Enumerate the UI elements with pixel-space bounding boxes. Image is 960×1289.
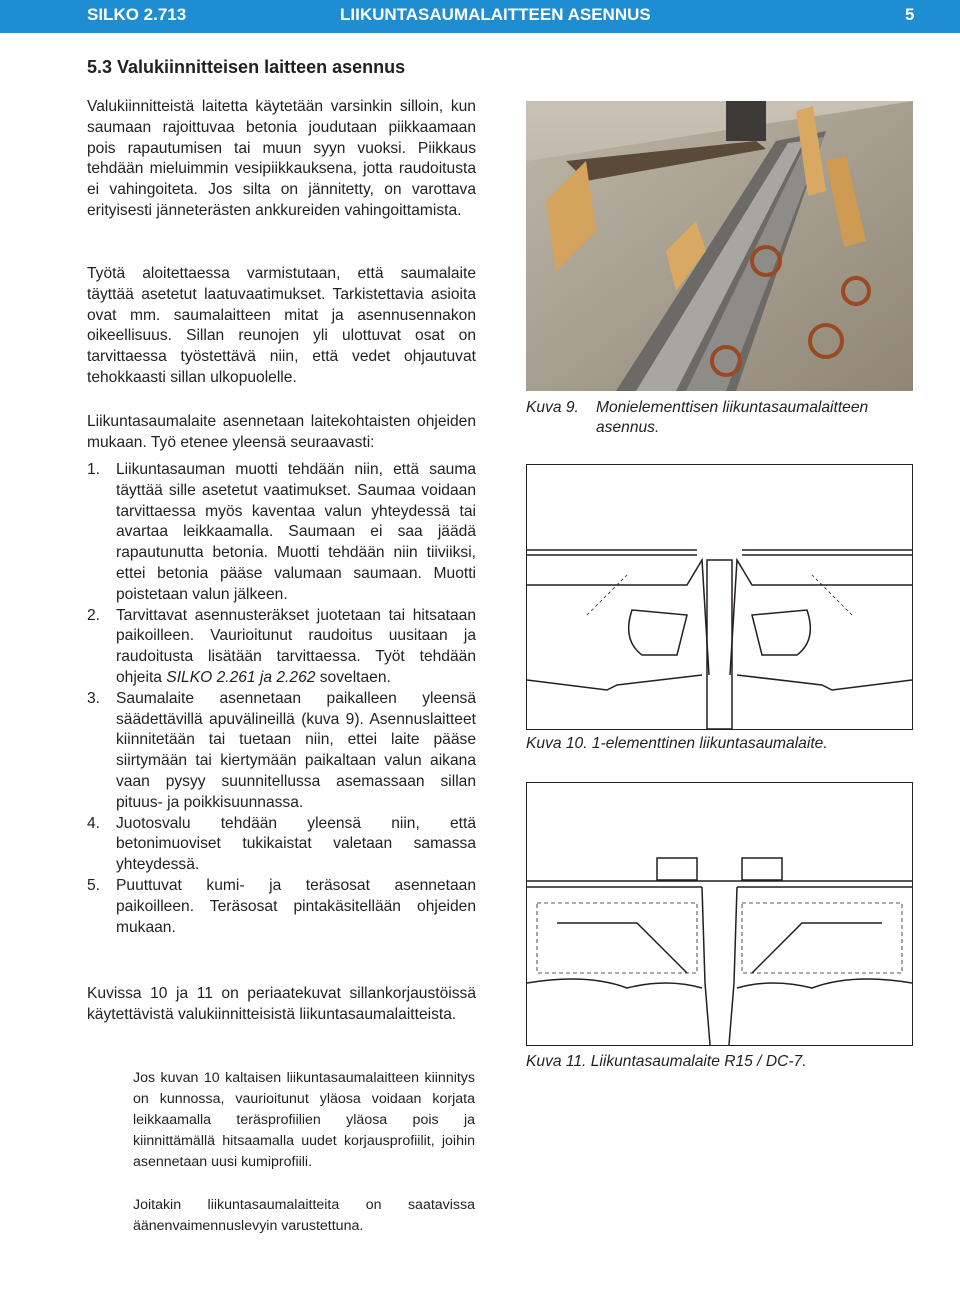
step-reference: SILKO 2.261 ja 2.262 bbox=[166, 668, 316, 686]
note-repair: Jos kuvan 10 kaltaisen liikuntasaumalaitteen kiinnitys on kunnossa, vaurioitunut yläosa voidaan korjata leikkaamalla teräsprofiilien yläosa pois ja kiinnittämällä hitsaamalla uudet korjausprofiilit, joihin asennetaan uusi kumiprofiili. bbox=[133, 1070, 475, 1170]
page-number: 5 bbox=[905, 5, 915, 24]
list-item bbox=[87, 689, 476, 814]
step-number: 4. bbox=[87, 814, 101, 832]
figure-9-photo bbox=[526, 101, 913, 391]
paragraph-figures: Kuvissa 10 ja 11 on periaatekuvat sillankorjaustöissä käytettävistä valukiinnitteisistä liikuntasaumalaitteista. bbox=[87, 985, 476, 1023]
section-title: 5.3 Valukiinnitteisen laitteen asennus bbox=[87, 57, 406, 77]
header-title: LIIKUNTASAUMALAITTEEN ASENNUS bbox=[340, 5, 651, 24]
step-text: Tarvittavat asennusteräkset juotetaan tai hitsataan paikoilleen. Vaurioitunut raudoitus uusitaan ja raudoitusta lisätään tarvittaessa. Työt tehdään ohjeita bbox=[116, 606, 476, 686]
document-code: SILKO 2.713 bbox=[87, 5, 187, 24]
paragraph-install: Liikuntasaumalaite asennetaan laitekohtaisten ohjeiden mukaan. Työ etenee yleensä seuraavasti: bbox=[87, 413, 476, 451]
list-item bbox=[87, 460, 476, 606]
step-text: Liikuntasauman muotti tehdään niin, että sauma täyttää sille asetetut vaatimukset. Saumaa voidaan tarvittaessa myös kaventaa valun yhteydessä tai avartaa leikkaamalla. Saumaan ei saa jäädä rapautunutta betonia. Muotti tehdään niin tiiviiksi, ettei betonia pääse valumaan saumaan. Muotti poistetaan valun jälkeen. bbox=[116, 461, 476, 603]
page-header bbox=[0, 0, 960, 33]
paragraph-intro: Valukiinnitteistä laitetta käytetään varsinkin silloin, kun saumaan rajoittuvaa betonia joudutaan piikkaamaan pois rapautumisen tai muun syyn vuoksi. Piikkaus tehdään mieluimmin vesipiikkauksena, jotta raudoitusta ei vahingoiteta. Jos silta on jännitetty, on varottava erityisesti jänneterästen ankkureiden vahingoittamista. bbox=[87, 98, 476, 219]
steps-list bbox=[87, 460, 476, 938]
step-number: 1. bbox=[87, 461, 101, 478]
step-text: Juotosvalu tehdään yleensä niin, että betonimuoviset tukikaistat valetaan samassa yhteydessä. bbox=[116, 814, 476, 874]
step-text: Saumalaite asennetaan paikalleen yleensä säädettävillä apuvälineillä (kuva 9). Asennuslaitteet kiinnitetään tai tuetaan niin, ettei laite pääse siirtymään tai kiertymään paikaltaan valun aikana vaan pysyy suunnitellussa asemassaan sillan pituus- ja poikkisuunnassa. bbox=[116, 689, 476, 811]
step-text: Puuttuvat kumi- ja teräsosat asennetaan paikoilleen. Teräsosat pintakäsitellään ohjeiden mukaan. bbox=[116, 876, 476, 936]
list-item bbox=[87, 606, 476, 689]
paragraph-start: Työtä aloitettaessa varmistutaan, että saumalaite täyttää asetetut laatuvaatimukset. Tarkistettavia asioita ovat mm. saumalaitteen mitat ja asennusennakon oikeellisuus. Sillan reunojen yli ulottuvat osat on tarvittaessa työstettävä niin, että vedet ohjautuvat tehokkaasti sillan ulkopuolelle. bbox=[87, 265, 476, 386]
figure-9-label: Kuva 9. bbox=[526, 399, 579, 416]
step-number: 2. bbox=[87, 606, 101, 624]
figure-9-text: Monielementtisen liikuntasaumalaitteen asennus. bbox=[596, 399, 869, 436]
step-number: 5. bbox=[87, 876, 101, 894]
figure-10-drawing bbox=[526, 464, 913, 730]
list-item bbox=[87, 814, 476, 876]
note-sound: Joitakin liikuntasaumalaitteita on saatavissa äänenvaimennuslevyin varustettuna. bbox=[133, 1197, 475, 1234]
joint-section-drawing bbox=[527, 465, 912, 729]
installation-photo-image bbox=[526, 101, 913, 391]
step-text-end: soveltaen. bbox=[315, 668, 391, 686]
figure-11-drawing bbox=[526, 782, 913, 1046]
joint-r15-drawing bbox=[527, 783, 912, 1045]
figure-11-caption: Kuva 11. Liikuntasaumalaite R15 / DC-7. bbox=[526, 1053, 807, 1070]
step-number: 3. bbox=[87, 689, 101, 707]
list-item bbox=[87, 876, 476, 938]
figure-10-caption: Kuva 10. 1-elementtinen liikuntasaumalaite. bbox=[526, 735, 828, 752]
